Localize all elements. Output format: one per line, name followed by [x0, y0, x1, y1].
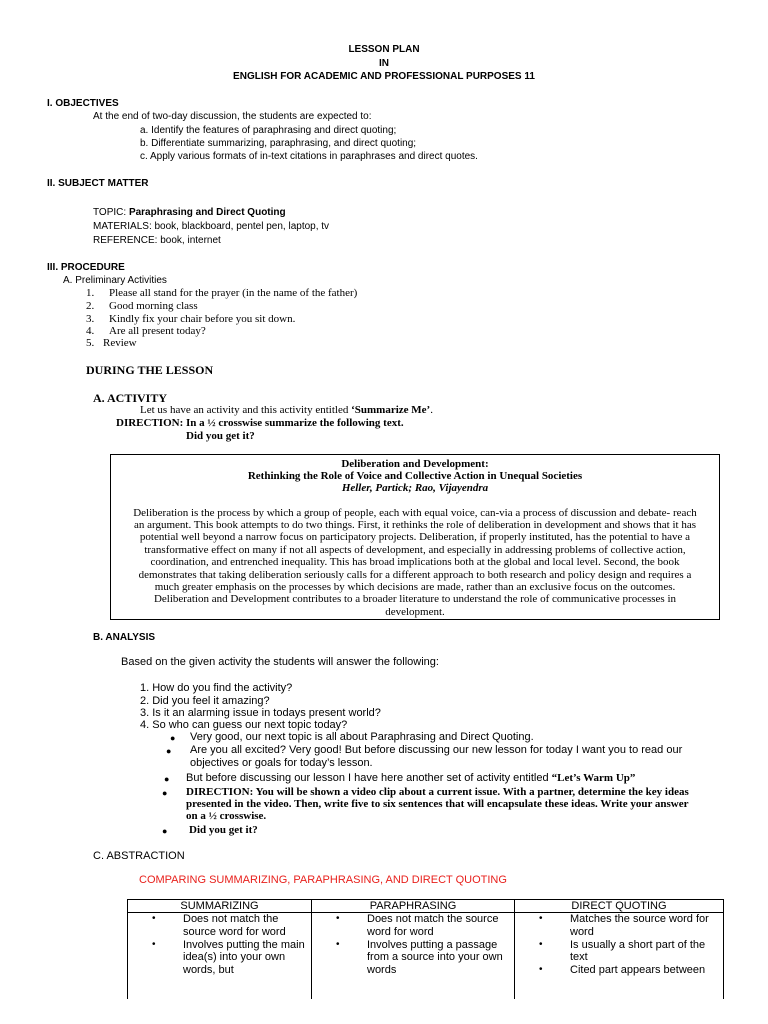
- preliminary-activities: A. Preliminary Activities: [63, 275, 167, 286]
- table-row: [128, 913, 724, 1000]
- direct-quoting-cell: [515, 913, 724, 1000]
- objective-b: b. Differentiate summarizing, paraphrasing, and direct quoting;: [140, 138, 417, 149]
- analysis-bullet-2-line-1: Are you all excited? Very good! But before discussing our new lesson for today I want you to read our: [190, 744, 683, 756]
- source-title-2: Rethinking the Role of Voice and Collective Action in Unequal Societies: [247, 470, 583, 482]
- topic-line: [93, 207, 286, 218]
- topic-value: Paraphrasing and Direct Quoting: [128, 207, 286, 218]
- analysis-heading: B. ANALYSIS: [93, 632, 156, 643]
- analysis-bullet-1: Very good, our next topic is all about Paraphrasing and Direct Quoting.: [190, 731, 534, 743]
- warmup-text: But before discussing our lesson I have here another set of activity entitled: [186, 772, 552, 784]
- source-line-8: Deliberation and Development contributes to a broader literature to understand the role of communicative processes in: [153, 593, 677, 605]
- direct-quoting-point-1: • Matches the source word for word: [515, 913, 723, 938]
- reference-line: REFERENCE: book, internet: [93, 235, 221, 246]
- activity-text: [140, 404, 433, 416]
- analysis-direction-line-2: presented in the video. Then, write five to six sentences that will encapsulate these ideas. Write your answer: [186, 798, 689, 810]
- activity-text-pre: Let us have an activity and this activity entitled: [140, 404, 352, 416]
- subject-matter-heading: II. SUBJECT MATTER: [47, 178, 149, 189]
- bullet-icon: ●: [162, 826, 168, 836]
- procedure-item-3: Kindly fix your chair before you sit down.: [109, 313, 296, 325]
- analysis-direction-line-3: on a ½ crosswise.: [186, 810, 267, 822]
- summarizing-point-1: • Does not match the source word for word: [128, 913, 311, 938]
- analysis-bullet-2-line-2: objectives or goals for today’s lesson.: [190, 757, 373, 769]
- source-line-1: Deliberation is the process by which a group of people, each with equal voice, can-via a process of discussion and debate- reach: [133, 507, 697, 519]
- source-line-5: coordination, and entrenched inequality. This has broad implications both at the global and local level. Second, the book: [150, 556, 680, 568]
- column-header-paraphrasing: PARAPHRASING: [312, 900, 515, 913]
- activity-did-you-get-it: Did you get it?: [186, 430, 255, 442]
- analysis-did-you-get-it: Did you get it?: [189, 824, 258, 836]
- bullet-icon: ●: [162, 788, 168, 798]
- paraphrasing-point-2: • Involves putting a passage from a source into your own words: [312, 939, 514, 977]
- direct-quoting-point-2: • Is usually a short part of the text: [515, 939, 723, 964]
- direct-quoting-point-3: • Cited part appears between: [515, 964, 723, 977]
- procedure-num-5: 5.: [86, 337, 95, 349]
- procedure-item-4: Are all present today?: [109, 325, 206, 337]
- activity-text-post: .: [430, 404, 433, 416]
- objectives-intro: At the end of two-day discussion, the students are expected to:: [93, 111, 372, 122]
- activity-title: ‘Summarize Me’: [351, 404, 431, 416]
- procedure-heading: III. PROCEDURE: [47, 262, 125, 273]
- procedure-num-2: 2.: [86, 300, 95, 312]
- during-lesson-heading: DURING THE LESSON: [86, 363, 214, 377]
- analysis-question-4: 4. So who can guess our next topic today?: [140, 719, 348, 731]
- source-title-1: Deliberation and Development:: [341, 458, 489, 470]
- bullet-icon: ●: [164, 774, 170, 784]
- source-text-box: [110, 454, 720, 620]
- procedure-num-1: 1.: [86, 287, 95, 299]
- objectives-heading: I. OBJECTIVES: [47, 98, 119, 109]
- comparison-table: [127, 899, 724, 999]
- course-title: ENGLISH FOR ACADEMIC AND PROFESSIONAL PURPOSES 11: [233, 71, 535, 82]
- table-header-row: [128, 900, 724, 913]
- abstraction-subtitle: COMPARING SUMMARIZING, PARAPHRASING, AND DIRECT QUOTING: [139, 874, 507, 886]
- procedure-item-2: Good morning class: [109, 300, 198, 312]
- column-header-summarizing: SUMMARIZING: [128, 900, 312, 913]
- analysis-intro: Based on the given activity the students will answer the following:: [121, 656, 439, 668]
- source-line-9: development.: [385, 606, 445, 618]
- source-line-3: potential well beyond a narrow focus on participatory projects. Deliberation, if properly instituted, has the potential to have a: [139, 531, 691, 543]
- analysis-direction-line-1: DIRECTION: You will be shown a video clip about a current issue. With a partner, determine the key ideas: [186, 786, 689, 798]
- analysis-bullet-3: [186, 772, 635, 784]
- source-line-4: transformative effect on many if not all aspects of development, and especially in addressing problems of collective action,: [144, 544, 686, 556]
- warmup-title: “Let’s Warm Up”: [551, 772, 636, 784]
- paraphrasing-cell: [312, 913, 515, 1000]
- topic-label: TOPIC:: [93, 207, 129, 218]
- source-line-2: an argument. This book attempts to do two things. First, it rethinks the role of deliberation in development and shows that it has: [133, 519, 697, 531]
- analysis-question-3: 3. Is it an alarming issue in todays present world?: [140, 707, 381, 719]
- source-line-6: demonstrates that taking deliberation seriously calls for a different approach to both research and policy design and requires a: [138, 569, 692, 581]
- title-in: IN: [379, 58, 389, 69]
- analysis-question-2: 2. Did you feel it amazing?: [140, 695, 270, 707]
- activity-heading: A. ACTIVITY: [93, 391, 168, 405]
- summarizing-point-2: • Involves putting the main idea(s) into your own words, but: [128, 939, 311, 977]
- procedure-num-4: 4.: [86, 325, 95, 337]
- abstraction-heading: C. ABSTRACTION: [93, 850, 185, 862]
- procedure-item-5: Review: [103, 337, 137, 349]
- analysis-question-1: 1. How do you find the activity?: [140, 682, 293, 694]
- materials-line: MATERIALS: book, blackboard, pentel pen, laptop, tv: [93, 221, 330, 232]
- procedure-item-1: Please all stand for the prayer (in the name of the father): [109, 287, 358, 299]
- lesson-plan-title: LESSON PLAN: [348, 44, 420, 55]
- objective-c: c. Apply various formats of in-text citations in paraphrases and direct quotes.: [140, 151, 478, 162]
- column-header-direct-quoting: DIRECT QUOTING: [515, 900, 724, 913]
- paraphrasing-point-1: • Does not match the source word for word: [312, 913, 514, 938]
- bullet-icon: ●: [170, 733, 176, 743]
- bullet-icon: ●: [166, 746, 172, 756]
- objective-a: a. Identify the features of paraphrasing and direct quoting;: [140, 125, 397, 136]
- source-line-7: much greater emphasis on the processes by which decisions are made, rather than an exclusive focus on the outcomes.: [154, 581, 676, 593]
- summarizing-cell: [128, 913, 312, 1000]
- activity-direction: DIRECTION: In a ½ crosswise summarize the following text.: [116, 417, 404, 429]
- procedure-num-3: 3.: [86, 313, 95, 325]
- source-authors: Heller, Partick; Rao, Vijayendra: [341, 482, 489, 494]
